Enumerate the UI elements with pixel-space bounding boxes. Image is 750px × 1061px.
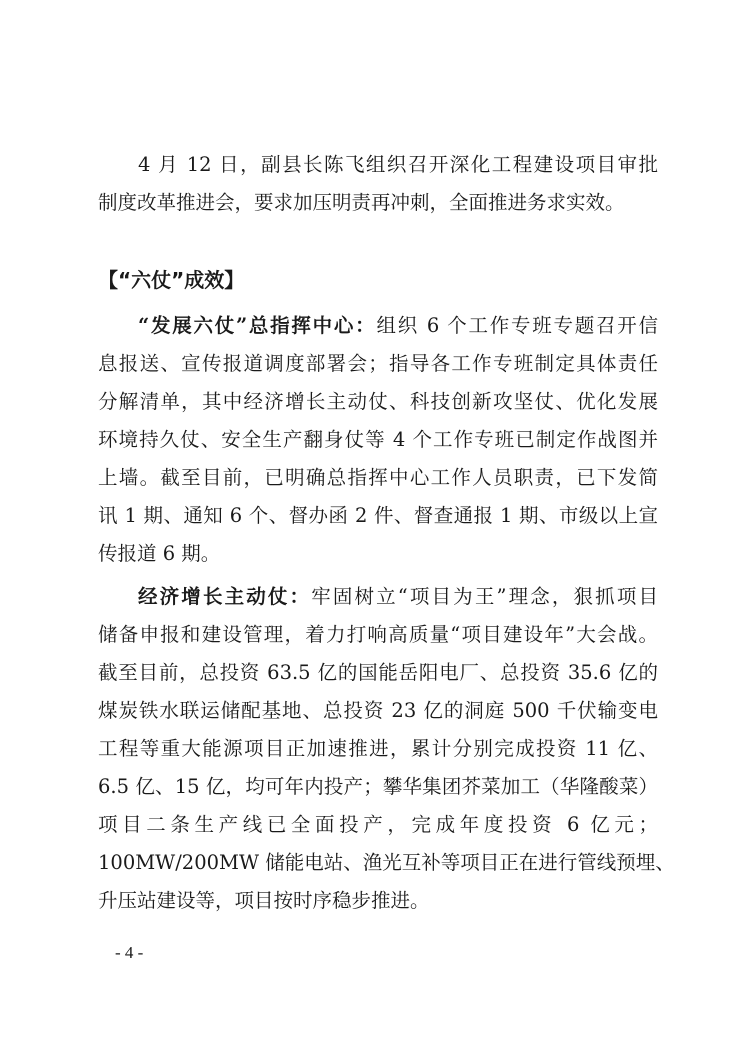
- para2-line-1-text: 牢固树立“项目为王”理念，狠抓项目: [311, 585, 658, 608]
- para1-line-4: 环境持久仗、安全生产翻身仗等 4 个工作专班已制定作战图并: [98, 428, 658, 451]
- para2-line-8: 100MW/200MW 储能电站、渔光互补等项目正在进行管线预埋、: [98, 851, 675, 874]
- para2-line-7: 项目二条生产线已全面投产，完成年度投资 6 亿元；: [98, 813, 658, 836]
- para1-line-6: 讯 1 期、通知 6 个、督办函 2 件、督查通报 1 期、市级以上宣: [98, 504, 658, 527]
- para2-line-3: 截至目前，总投资 63.5 亿的国能岳阳电厂、总投资 35.6 亿的: [98, 661, 658, 684]
- para2-line-2: 储备申报和建设管理，着力打响高质量“项目建设年”大会战。: [98, 623, 658, 646]
- para2-lead: 经济增长主动仗：: [138, 585, 312, 608]
- para1-line-3: 分解清单，其中经济增长主动仗、科技创新攻坚仗、优化发展: [98, 390, 658, 413]
- para2-line-5: 工程等重大能源项目正加速推进，累计分别完成投资 11 亿、: [98, 737, 658, 760]
- para2-line-1: [98, 583, 658, 611]
- intro-line-2: 制度改革推进会，要求加压明责再冲刺，全面推进务求实效。: [98, 191, 625, 214]
- para2-line-6: 6.5 亿、15 亿，均可年内投产；攀华集团芥菜加工（华隆酸菜）: [98, 775, 658, 798]
- para1-line-2: 息报送、宣传报道调度部署会；指导各工作专班制定具体责任: [98, 352, 658, 375]
- section-heading: 【“六仗”成效】: [98, 268, 245, 292]
- para1-lead: “发展六仗”总指挥中心：: [138, 314, 377, 337]
- para2-line-9: 升压站建设等，项目按时序稳步推进。: [98, 889, 430, 912]
- para1-line-1-text: 组织 6 个工作专班专题召开信: [376, 314, 658, 337]
- page-number: - 4 -: [115, 943, 144, 962]
- para2-line-4: 煤炭铁水联运储配基地、总投资 23 亿的洞庭 500 千伏输变电: [98, 699, 658, 722]
- para1-line-5: 上墙。截至目前，已明确总指挥中心工作人员职责，已下发简: [98, 466, 658, 489]
- para1-line-7: 传报道 6 期。: [98, 542, 221, 565]
- intro-line-1: 4 月 12 日，副县长陈飞组织召开深化工程建设项目审批: [138, 153, 658, 176]
- para1-line-1: [98, 312, 658, 340]
